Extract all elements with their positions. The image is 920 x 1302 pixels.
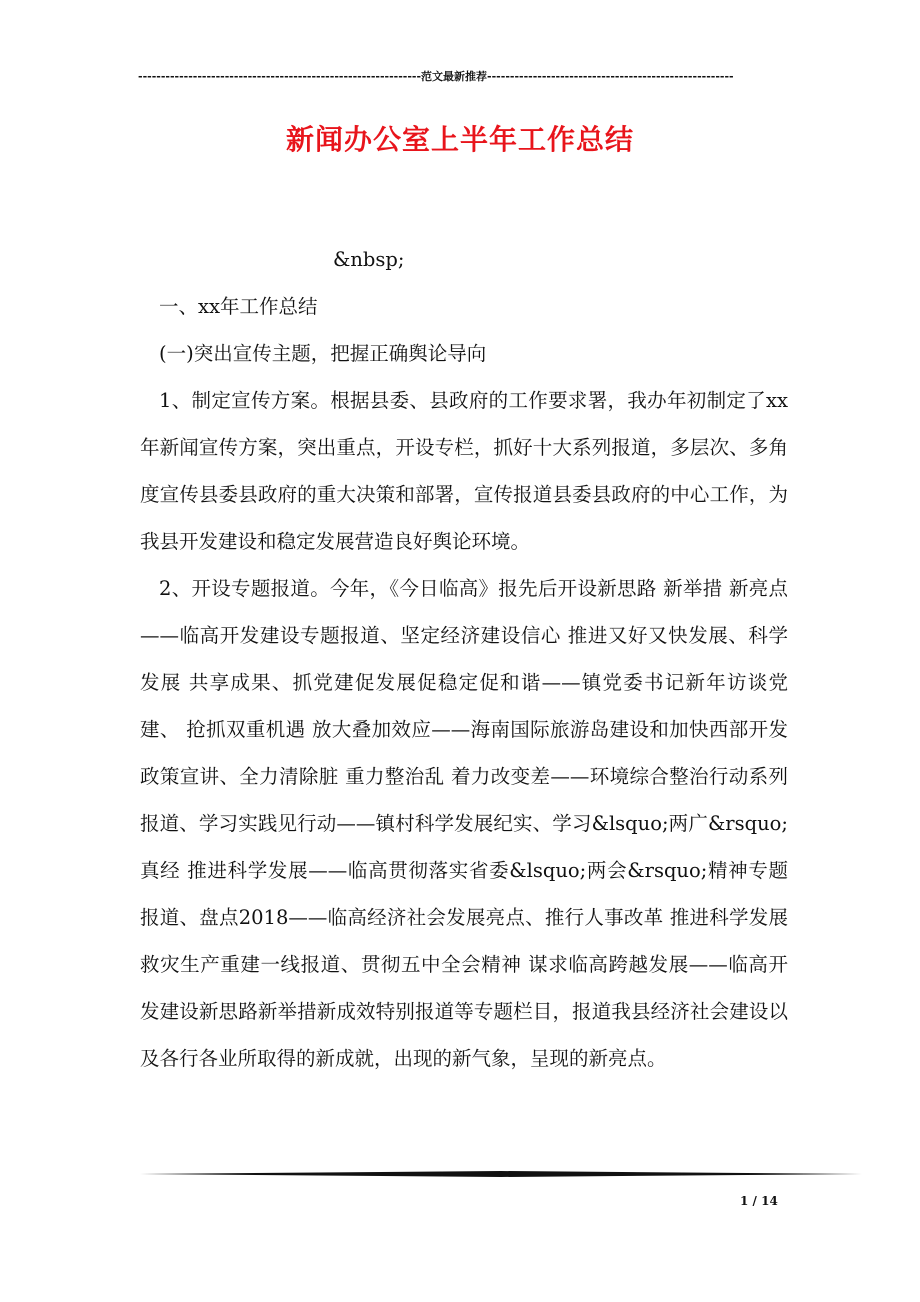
document-title: 新闻办公室上半年工作总结 [285, 123, 634, 156]
section-heading: 一、xx年工作总结 [159, 295, 318, 318]
paragraph-plan: 1、制定宣传方案。根据县委、县政府的工作要求署，我办年初制定了xx年新闻宣传方案，突出重点，开设专栏，抓好十大系列报道，多层次、多角度宣传县委县政府的重大决策和部署，宣传报道县委县政府的中心工作，为我县开发建设和稳定发展营造良好舆论环境。 [140, 389, 788, 553]
document-body [140, 236, 788, 1082]
paragraph-nbsp: &nbsp; [333, 248, 405, 271]
footer-divider [140, 1171, 862, 1177]
paragraph-special-reports: 2、开设专题报道。今年，《今日临高》报先后开设新思路 新举措 新亮点——临高开发建设专题报道、坚定经济建设信心 推进又好又快发展、科学发展 共享成果、抓党建促发展促稳定促和谐——镇党委书记新年访谈党建、 抢抓双重机遇 放大叠加效应——海南国际旅游岛建设和加快西部开发政策宣讲、全力清除脏 重力整治乱 着力改变差——环境综合整治行动系列报道、学习实践见行动——镇村科学发展纪实、学习&lsquo;两广&rsquo;真经 推进科学发展——临高贯彻落实省委&lsquo;两会&rsquo;精神专题报道、盘点2018——临高经济社会发展亮点、推行人事改革 推进科学发展救灾生产重建一线报道、贯彻五中全会精神 谋求临高跨越发展——临高开发建设新思路新举措新成效特别报道等专题栏目，报道我县经济社会建设以及各行各业所取得的新成就，出现的新气象，呈现的新亮点。 [140, 577, 788, 1070]
page-number: 1 / 14 [740, 1194, 778, 1208]
header-banner: --------------------------------------------------------------范文最新推荐------------------------------------------------------ [138, 70, 734, 83]
subsection-heading: (一)突出宣传主题，把握正确舆论导向 [159, 342, 487, 365]
